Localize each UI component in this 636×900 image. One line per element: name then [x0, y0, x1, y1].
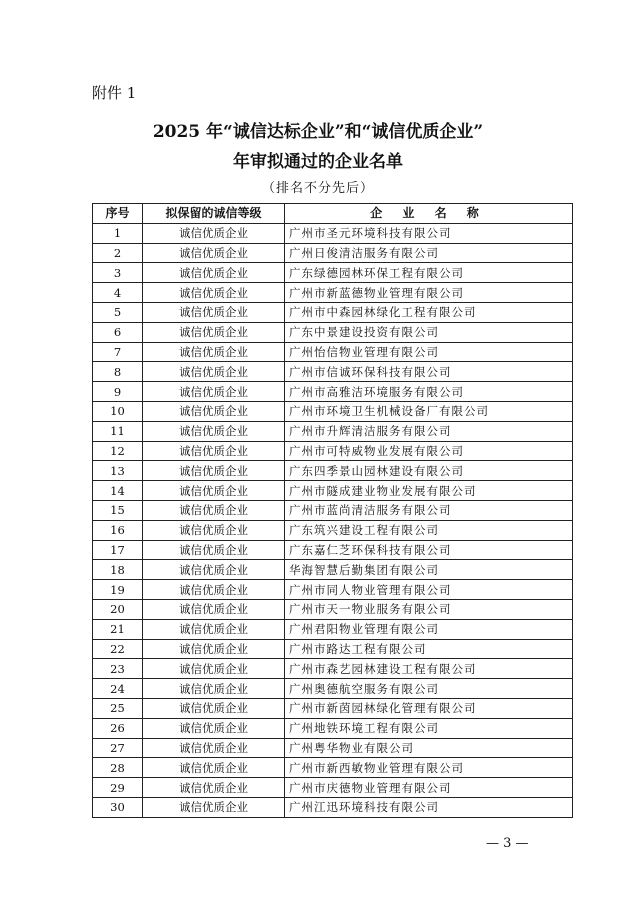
- row-serial-number: 19: [93, 580, 143, 600]
- row-serial-number: 2: [93, 243, 143, 263]
- row-enterprise-name: 广州奥德航空服务有限公司: [285, 679, 573, 699]
- row-serial-number: 3: [93, 263, 143, 283]
- row-credit-level: 诚信优质企业: [143, 500, 285, 520]
- document-subtitle: （排名不分先后）: [261, 181, 374, 196]
- header-enterprise-name: 企 业 名 称: [285, 204, 573, 224]
- table-row: [93, 342, 573, 362]
- row-enterprise-name: 广州地铁环境工程有限公司: [285, 718, 573, 738]
- row-enterprise-name: 广州市新茵园林绿化管理有限公司: [285, 698, 573, 718]
- row-credit-level: 诚信优质企业: [143, 778, 285, 798]
- row-credit-level: 诚信优质企业: [143, 599, 285, 619]
- row-serial-number: 4: [93, 283, 143, 303]
- row-credit-level: 诚信优质企业: [143, 738, 285, 758]
- row-credit-level: 诚信优质企业: [143, 401, 285, 421]
- table-row: [93, 283, 573, 303]
- row-serial-number: 18: [93, 560, 143, 580]
- row-credit-level: 诚信优质企业: [143, 639, 285, 659]
- row-serial-number: 15: [93, 500, 143, 520]
- row-serial-number: 22: [93, 639, 143, 659]
- row-credit-level: 诚信优质企业: [143, 560, 285, 580]
- document-title-line-2: 年审拟通过的企业名单: [233, 152, 403, 172]
- row-serial-number: 11: [93, 421, 143, 441]
- row-enterprise-name: 广州市中森园林绿化工程有限公司: [285, 302, 573, 322]
- row-credit-level: 诚信优质企业: [143, 421, 285, 441]
- row-enterprise-name: 广州市高雅洁环境服务有限公司: [285, 382, 573, 402]
- row-credit-level: 诚信优质企业: [143, 441, 285, 461]
- row-credit-level: 诚信优质企业: [143, 758, 285, 778]
- table-row: [93, 540, 573, 560]
- table-row: [93, 679, 573, 699]
- row-serial-number: 27: [93, 738, 143, 758]
- row-credit-level: 诚信优质企业: [143, 263, 285, 283]
- row-enterprise-name: 广州日俊清洁服务有限公司: [285, 243, 573, 263]
- table-row: [93, 797, 573, 817]
- row-serial-number: 6: [93, 322, 143, 342]
- row-serial-number: 26: [93, 718, 143, 738]
- table-row: [93, 500, 573, 520]
- row-credit-level: 诚信优质企业: [143, 362, 285, 382]
- row-serial-number: 28: [93, 758, 143, 778]
- row-enterprise-name: 广州市环境卫生机械设备厂有限公司: [285, 401, 573, 421]
- row-credit-level: 诚信优质企业: [143, 461, 285, 481]
- table-row: [93, 421, 573, 441]
- table-row: [93, 619, 573, 639]
- row-credit-level: 诚信优质企业: [143, 283, 285, 303]
- row-credit-level: 诚信优质企业: [143, 223, 285, 243]
- row-enterprise-name: 广州市可特威物业发展有限公司: [285, 441, 573, 461]
- row-enterprise-name: 广州市圣元环境科技有限公司: [285, 223, 573, 243]
- row-enterprise-name: 广州市庆德物业管理有限公司: [285, 778, 573, 798]
- row-enterprise-name: 广东中景建设投资有限公司: [285, 322, 573, 342]
- row-serial-number: 8: [93, 362, 143, 382]
- row-serial-number: 13: [93, 461, 143, 481]
- row-enterprise-name: 华海智慧后勤集团有限公司: [285, 560, 573, 580]
- row-credit-level: 诚信优质企业: [143, 540, 285, 560]
- row-enterprise-name: 广州市新西敏物业管理有限公司: [285, 758, 573, 778]
- row-credit-level: 诚信优质企业: [143, 698, 285, 718]
- row-credit-level: 诚信优质企业: [143, 302, 285, 322]
- table-row: [93, 461, 573, 481]
- row-enterprise-name: 广州市隧成建业物业发展有限公司: [285, 481, 573, 501]
- row-serial-number: 1: [93, 223, 143, 243]
- row-credit-level: 诚信优质企业: [143, 679, 285, 699]
- row-credit-level: 诚信优质企业: [143, 797, 285, 817]
- attachment-label: 附件 1: [92, 84, 137, 102]
- header-serial-number: 序号: [93, 204, 143, 224]
- table-row: [93, 322, 573, 342]
- row-enterprise-name: 广州市信诚环保科技有限公司: [285, 362, 573, 382]
- header-credit-level: 拟保留的诚信等级: [143, 204, 285, 224]
- table-row: [93, 659, 573, 679]
- table-row: [93, 698, 573, 718]
- row-enterprise-name: 广州怡信物业管理有限公司: [285, 342, 573, 362]
- row-serial-number: 30: [93, 797, 143, 817]
- page-number: — 3 —: [486, 836, 529, 851]
- row-enterprise-name: 广州市森艺园林建设工程有限公司: [285, 659, 573, 679]
- row-enterprise-name: 广东嘉仁芝环保科技有限公司: [285, 540, 573, 560]
- row-credit-level: 诚信优质企业: [143, 342, 285, 362]
- row-credit-level: 诚信优质企业: [143, 382, 285, 402]
- table-row: [93, 223, 573, 243]
- row-serial-number: 5: [93, 302, 143, 322]
- table-body: [93, 223, 573, 817]
- table-row: [93, 362, 573, 382]
- row-credit-level: 诚信优质企业: [143, 481, 285, 501]
- row-serial-number: 20: [93, 599, 143, 619]
- table-row: [93, 263, 573, 283]
- row-enterprise-name: 广州江迅环境科技有限公司: [285, 797, 573, 817]
- row-enterprise-name: 广州市同人物业管理有限公司: [285, 580, 573, 600]
- row-enterprise-name: 广州市蓝尚清洁服务有限公司: [285, 500, 573, 520]
- row-enterprise-name: 广东四季景山园林建设有限公司: [285, 461, 573, 481]
- row-serial-number: 24: [93, 679, 143, 699]
- row-serial-number: 9: [93, 382, 143, 402]
- row-credit-level: 诚信优质企业: [143, 718, 285, 738]
- row-enterprise-name: 广州市升辉清洁服务有限公司: [285, 421, 573, 441]
- document-title-line-1: 2025 年“诚信达标企业”和“诚信优质企业”: [152, 122, 484, 142]
- table-row: [93, 580, 573, 600]
- table-row: [93, 302, 573, 322]
- row-serial-number: 21: [93, 619, 143, 639]
- table-row: [93, 718, 573, 738]
- row-serial-number: 17: [93, 540, 143, 560]
- row-serial-number: 7: [93, 342, 143, 362]
- table-row: [93, 243, 573, 263]
- row-credit-level: 诚信优质企业: [143, 243, 285, 263]
- table-row: [93, 758, 573, 778]
- row-credit-level: 诚信优质企业: [143, 520, 285, 540]
- table-row: [93, 481, 573, 501]
- row-serial-number: 12: [93, 441, 143, 461]
- row-serial-number: 16: [93, 520, 143, 540]
- row-enterprise-name: 广州市新蓝德物业管理有限公司: [285, 283, 573, 303]
- row-enterprise-name: 广州市路达工程有限公司: [285, 639, 573, 659]
- table-row: [93, 599, 573, 619]
- row-credit-level: 诚信优质企业: [143, 659, 285, 679]
- enterprise-list-table: [92, 203, 573, 818]
- table-row: [93, 441, 573, 461]
- row-enterprise-name: 广州君阳物业管理有限公司: [285, 619, 573, 639]
- table-header-row: [93, 204, 573, 224]
- row-enterprise-name: 广东筑兴建设工程有限公司: [285, 520, 573, 540]
- table-row: [93, 738, 573, 758]
- row-serial-number: 23: [93, 659, 143, 679]
- table-row: [93, 639, 573, 659]
- row-serial-number: 25: [93, 698, 143, 718]
- table-row: [93, 382, 573, 402]
- row-enterprise-name: 广州市天一物业服务有限公司: [285, 599, 573, 619]
- table-row: [93, 401, 573, 421]
- row-enterprise-name: 广东绿德园林环保工程有限公司: [285, 263, 573, 283]
- row-serial-number: 10: [93, 401, 143, 421]
- row-enterprise-name: 广州粤华物业有限公司: [285, 738, 573, 758]
- row-serial-number: 29: [93, 778, 143, 798]
- table-row: [93, 778, 573, 798]
- row-credit-level: 诚信优质企业: [143, 619, 285, 639]
- table-row: [93, 560, 573, 580]
- row-credit-level: 诚信优质企业: [143, 580, 285, 600]
- row-serial-number: 14: [93, 481, 143, 501]
- table-row: [93, 520, 573, 540]
- row-credit-level: 诚信优质企业: [143, 322, 285, 342]
